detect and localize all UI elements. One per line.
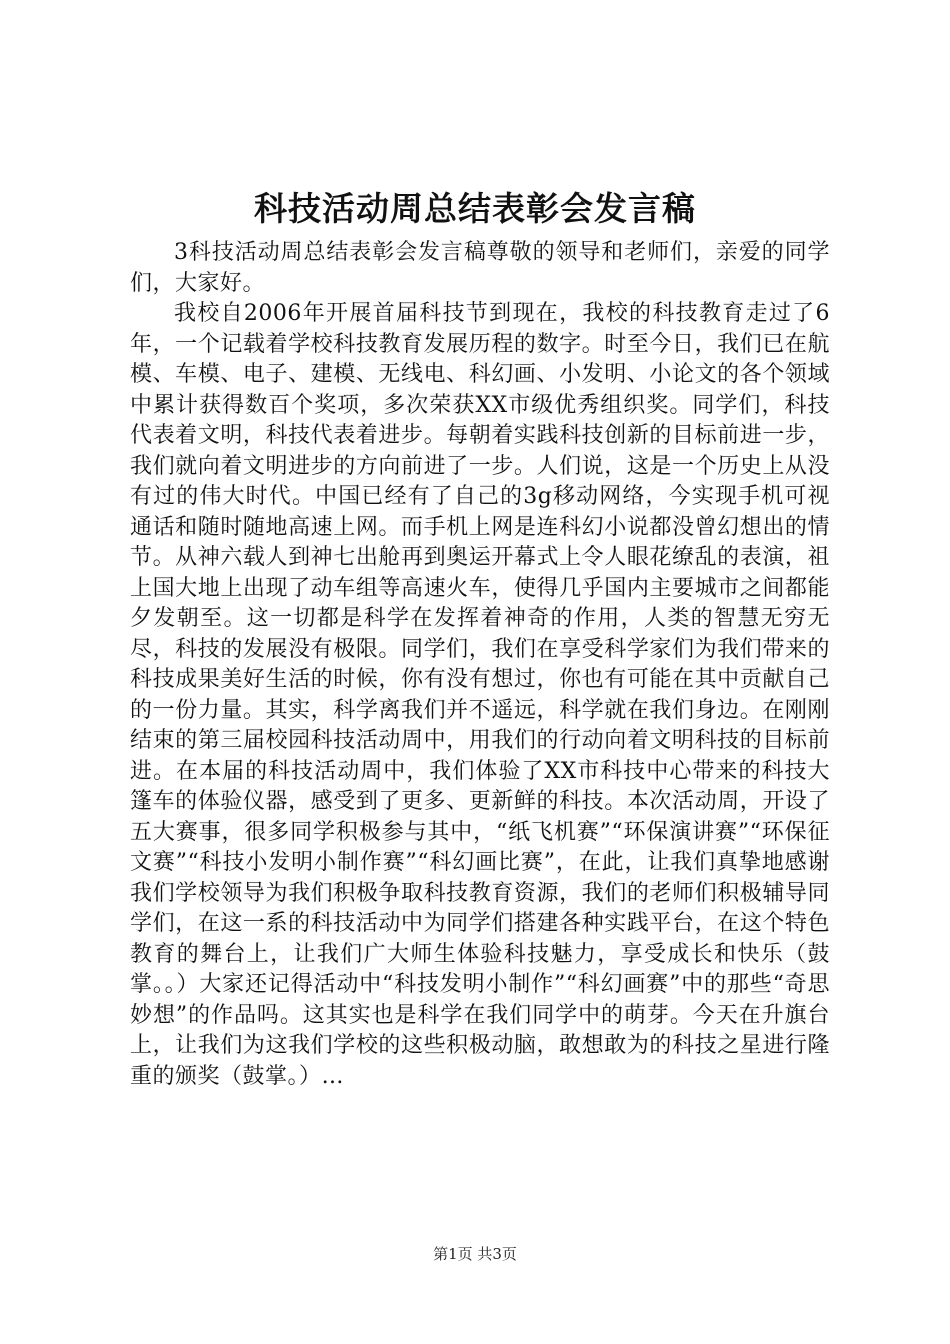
document-body — [130, 238, 830, 1092]
page-number: 第1页 共3页 — [433, 1245, 517, 1263]
paragraph-greeting: 3科技活动周总结表彰会发言稿尊敬的领导和老师们，亲爱的同学们，大家好。 — [130, 240, 830, 296]
paragraph-main: 我校自2006年开展首届科技节到现在，我校的科技教育走过了6年，一个记载着学校科技教育发展历程的数字。时至今日，我们已在航模、车模、电子、建模、无线电、科幻画、小发明、小论文的各个领域中累计获得数百个奖项，多次荣获XX市级优秀组织奖。同学们，科技代表着文明，科技代表着进步。每朝着实践科技创新的目标前进一步，我们就向着文明进步的方向前进了一步。人们说，这是一个历史上从没有过的伟大时代。中国已经有了自己的3g移动网络，今实现手机可视通话和随时随地高速上网。而手机上网是连科幻小说都没曾幻想出的情节。从神六载人到神七出舱再到奥运开幕式上令人眼花缭乱的表演，祖上国大地上出现了动车组等高速火车，使得几乎国内主要城市之间都能夕发朝至。这一切都是科学在发挥着神奇的作用，人类的智慧无穷无尽，科技的发展没有极限。同学们，我们在享受科学家们为我们带来的科技成果美好生活的时候，你有没有想过，你也有可能在其中贡献自己的一份力量。其实，科学离我们并不遥远，科学就在我们身边。在刚刚结束的第三届校园科技活动周中，用我们的行动向着文明科技的目标前进。在本届的科技活动周中，我们体验了XX市科技中心带来的科技大篷车的体验仪器，感受到了更多、更新鲜的科技。本次活动周，开设了五大赛事，很多同学积极参与其中，“纸飞机赛”“环保演讲赛”“环保征文赛”“科技小发明小制作赛”“科幻画比赛”，在此，让我们真挚地感谢我们学校领导为我们积极争取科技教育资源，我们的老师们积极辅导同学们，在这一系的科技活动中为同学们搭建各种实践平台，在这个特色教育的舞台上，让我们广大师生体验科技魅力，享受成长和快乐（鼓掌。。）大家还记得活动中“科技发明小制作”“科幻画赛”中的那些“奇思妙想”的作品吗。这其实也是科学在我们同学中的萌芽。今天在升旗台上，让我们为这我们学校的这些积极动脑，敢想敢为的科技之星进行隆重的颁奖（鼓掌。）… — [130, 301, 830, 1089]
document-title: 科技活动周总结表彰会发言稿 — [254, 189, 696, 228]
